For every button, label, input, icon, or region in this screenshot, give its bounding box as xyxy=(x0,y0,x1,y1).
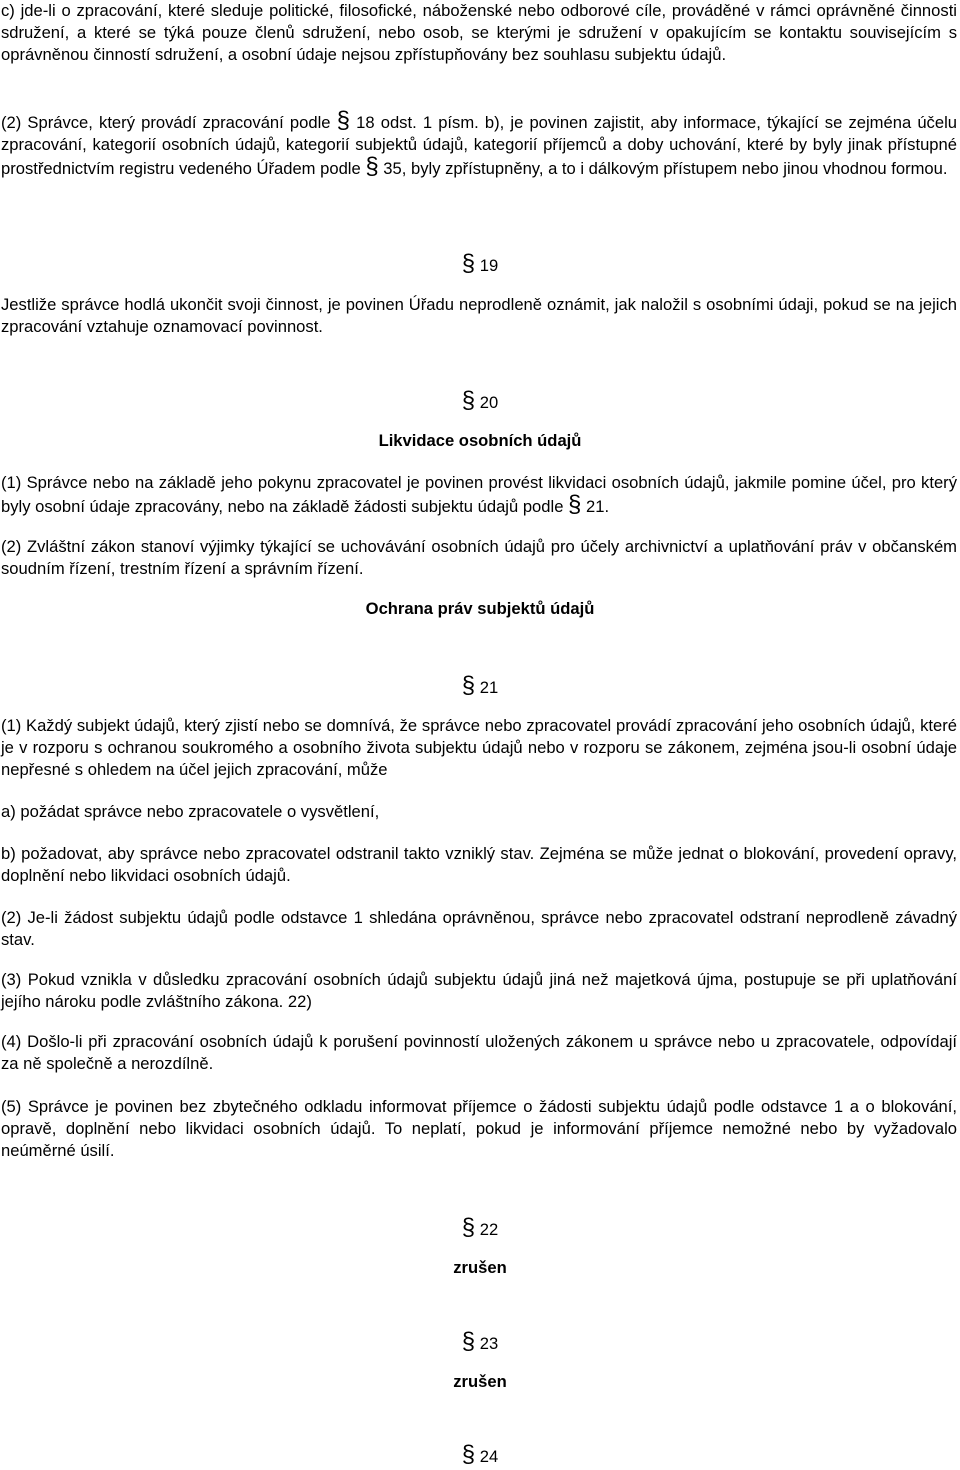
section-sign-icon: § xyxy=(365,153,379,180)
section-sign-icon: § xyxy=(461,1214,476,1241)
paragraph-20-1-part2: 21. xyxy=(581,497,610,516)
section-sign-icon: § xyxy=(461,672,476,699)
section-21-number: 21 xyxy=(475,678,499,697)
paragraph-18-2 xyxy=(1,107,957,180)
paragraph-18-1-c: c) jde-li o zpracování, které sleduje politické, filosofické, náboženské nebo odborové cíle, prováděné v rámci oprávněné činnosti sdružení, a které se týká pouze členů sdružení, nebo osob, se kterými je sdružení v opakujícím se kontaktu souvisejícím s oprávněnou činností sdružení, a osobní údaje nejsou zpřístupňovány bez souhlasu subjektu údajů. xyxy=(1,1,957,64)
section-20-heading xyxy=(0,387,960,414)
section-23-status: zrušen xyxy=(453,1372,507,1391)
paragraph-21-1: (1) Každý subjekt údajů, který zjistí nebo se domnívá, že správce nebo zpracovatel provádí zpracování jeho osobních údajů, které je v rozporu s ochranou soukromého a osobního života subjektu údajů nebo v rozporu se zákonem, zejména jsou-li osobní údaje nepřesné s ohledem na účel jejich zpracování, může xyxy=(1,716,957,779)
paragraph-21-5: (5) Správce je povinen bez zbytečného odkladu informovat příjemce o žádosti subjektu údajů podle odstavce 1 a o blokování, opravě, doplnění nebo likvidaci osobních údajů. To neplatí, pokud je informování příjemce nemožné nebo by vyžadovalo neúměrné úsilí. xyxy=(1,1097,957,1160)
section-21-heading xyxy=(0,672,960,699)
section-sign-icon: § xyxy=(461,1441,476,1468)
section-sign-icon: § xyxy=(461,250,476,277)
paragraph-20-2: (2) Zvláštní zákon stanoví výjimky týkající se uchovávání osobních údajů pro účely archivnictví a uplatňování práv v občanském soudním řízení, trestním řízení a správním řízení. xyxy=(1,537,957,578)
section-19-number: 19 xyxy=(475,256,499,275)
paragraph-21-1-b: b) požadovat, aby správce nebo zpracovatel odstranil takto vzniklý stav. Zejména se může jednat o blokování, provedení opravy, doplnění nebo likvidaci osobních údajů. xyxy=(1,844,957,885)
paragraph-20-1-part1: (1) Správce nebo na základě jeho pokynu zpracovatel je povinen provést likvidaci osobních údajů, jakmile pomine účel, pro který byly osobní údaje zpracovány, nebo na základě žádosti subjektu údajů podle xyxy=(1,473,957,516)
section-20-title: Likvidace osobních údajů xyxy=(378,431,582,450)
section-24-heading xyxy=(0,1441,960,1468)
section-sign-icon: § xyxy=(461,387,476,414)
section-19-heading xyxy=(0,250,960,277)
section-24-number: 24 xyxy=(475,1447,499,1466)
paragraph-21-2: (2) Je-li žádost subjektu údajů podle odstavce 1 shledána oprávněnou, správce nebo zpracovatel odstraní neprodleně závadný stav. xyxy=(1,908,957,949)
section-23-heading xyxy=(0,1328,960,1355)
paragraph-20-1 xyxy=(1,472,957,518)
paragraph-18-2-part2: 18 odst. 1 písm. b), je povinen zajistit, aby informace, týkající se zejména účelu zpracování, kategorií osobních údajů, kategorií subjektů údajů, kategorií příjemců a doby uchování, které by byly jinak přístupné prostřednictvím registru vedeného Úřadem podle xyxy=(1,113,957,178)
paragraph-18-2-part1: (2) Správce, který provádí zpracování podle xyxy=(1,113,337,132)
paragraph-19: Jestliže správce hodlá ukončit svoji činnost, je povinen Úřadu neprodleně oznámit, jak naložil s osobními údaji, pokud se na jejich zpracování vztahuje oznamovací povinnost. xyxy=(1,295,957,336)
paragraph-21-1-a: a) požádat správce nebo zpracovatele o vysvětlení, xyxy=(1,802,380,821)
section-20-number: 20 xyxy=(475,393,499,412)
section-22-status: zrušen xyxy=(453,1258,507,1277)
paragraph-21-4: (4) Došlo-li při zpracování osobních údajů k porušení povinností uložených zákonem u správce nebo u zpracovatele, odpovídají za ně společně a nerozdílně. xyxy=(1,1032,957,1073)
section-22-number: 22 xyxy=(475,1220,499,1239)
section-sign-icon: § xyxy=(336,107,350,134)
section-sign-icon: § xyxy=(568,491,582,518)
paragraph-21-3: (3) Pokud vznikla v důsledku zpracování osobních údajů subjektu údajů jiná než majetková újma, postupuje se při uplatňování jejího nároku podle zvláštního zákona. 22) xyxy=(1,970,957,1011)
section-sign-icon: § xyxy=(461,1328,476,1355)
heading-ochrana-prav: Ochrana práv subjektů údajů xyxy=(365,599,595,618)
section-22-heading xyxy=(0,1214,960,1241)
paragraph-18-2-part3: 35, byly zpřístupněny, a to i dálkovým přístupem nebo jinou vhodnou formou. xyxy=(378,159,948,178)
section-23-number: 23 xyxy=(475,1334,499,1353)
